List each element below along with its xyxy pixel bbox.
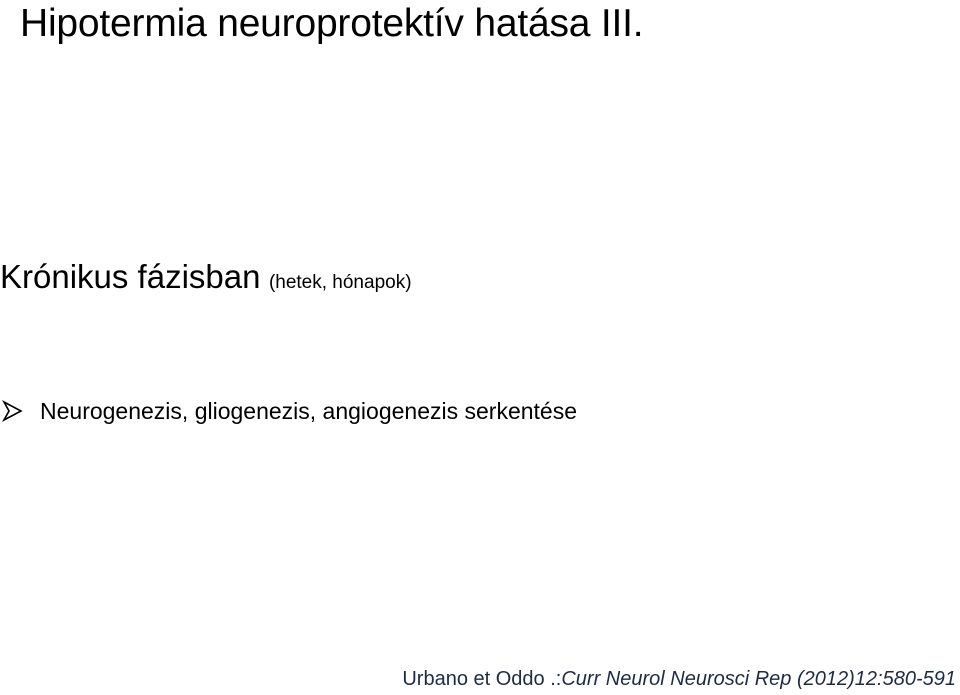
- citation-journal: Curr Neurol Neurosci Rep (2012)12:580-591: [561, 668, 956, 690]
- subheading-note: (hetek, hónapok): [268, 272, 412, 293]
- arrow-bullet-icon: [0, 399, 24, 423]
- slide-title: Hipotermia neuroprotektív hatása III.: [20, 2, 644, 45]
- citation: [402, 666, 956, 692]
- citation-separator: .:: [544, 668, 562, 690]
- section-subheading: [0, 257, 412, 304]
- citation-authors: Urbano et Oddo: [402, 668, 545, 690]
- bullet-item: [0, 396, 577, 426]
- subheading-main: Krónikus fázisban: [0, 258, 261, 295]
- bullet-text: Neurogenezis, gliogenezis, angiogenezis serkentése: [40, 398, 578, 424]
